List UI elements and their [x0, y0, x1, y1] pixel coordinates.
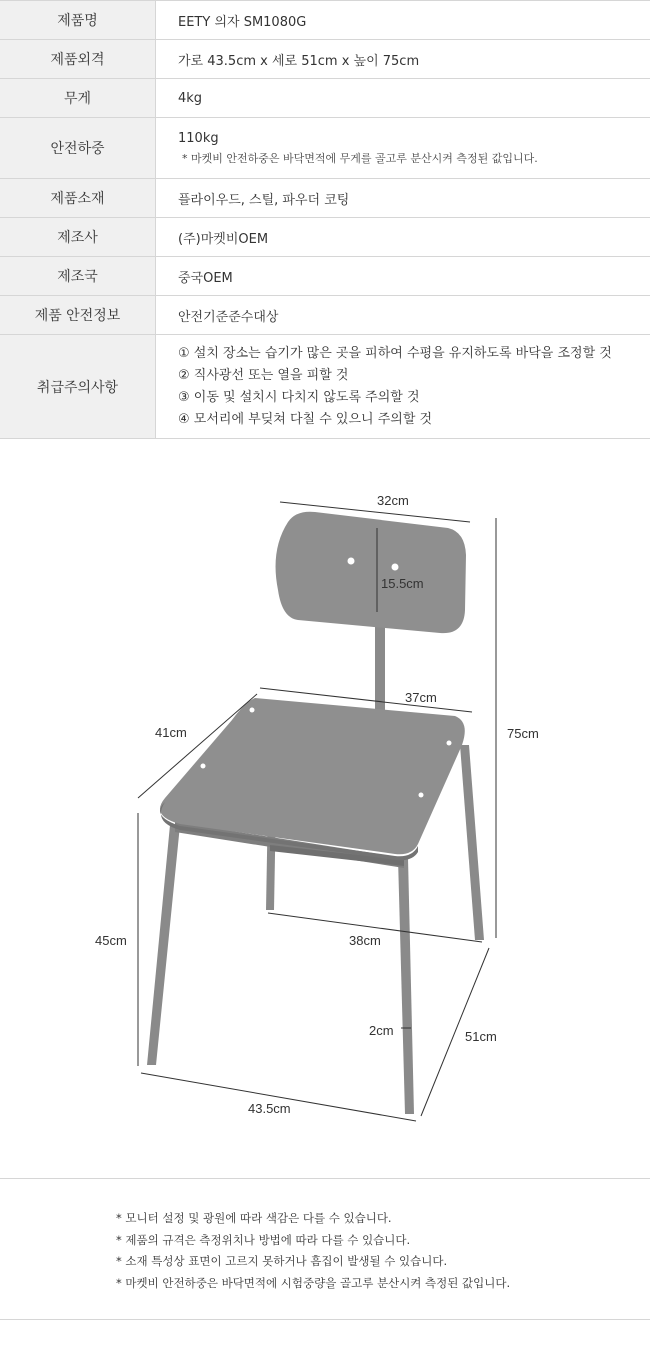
spec-value: 중국OEM	[156, 257, 650, 296]
notice-item: * 제품의 규격은 측정위치나 방법에 따라 다를 수 있습니다.	[116, 1232, 411, 1247]
notice-list	[0, 1179, 650, 1294]
seat-hole	[419, 793, 424, 798]
spec-row-safe-load	[0, 118, 650, 179]
spec-table	[0, 0, 650, 439]
notice-item: * 마켓비 안전하중은 바닥면적에 시험중량을 골고루 분산시켜 측정된 값입니다.	[116, 1275, 511, 1290]
spec-value: 플라이우드, 스틸, 파우더 코팅	[156, 179, 650, 218]
handling-item: ② 직사광선 또는 열을 피할 것	[178, 367, 349, 383]
spec-value: 가로 43.5cm x 세로 51cm x 높이 75cm	[156, 40, 650, 79]
label-total-height: 75cm	[507, 726, 539, 741]
spec-label: 안전하중	[0, 118, 156, 179]
label-width: 43.5cm	[248, 1101, 291, 1116]
spec-row-product-name	[0, 1, 650, 40]
chair-leg-front-right	[398, 858, 414, 1114]
chair-leg-back-right	[460, 745, 484, 940]
spec-row-manufacturer	[0, 218, 650, 257]
spec-label: 제조사	[0, 218, 156, 257]
chair-leg-front-left	[147, 825, 180, 1065]
label-backrest-height: 15.5cm	[381, 576, 424, 591]
chair-drawing	[0, 440, 650, 1178]
label-seat-height: 45cm	[95, 933, 127, 948]
seat-hole	[447, 741, 452, 746]
notice-item: * 소재 특성상 표면이 고르지 못하거나 흠집이 발생될 수 있습니다.	[116, 1254, 448, 1268]
spec-label: 취급주의사항	[0, 335, 156, 439]
backrest-hole	[348, 558, 355, 565]
label-backrest-width: 32cm	[377, 493, 409, 508]
spec-row-safety-info	[0, 296, 650, 335]
label-depth: 51cm	[465, 1029, 497, 1044]
spec-value: EETY 의자 SM1080G	[156, 1, 650, 40]
spec-label: 제품소재	[0, 179, 156, 218]
handling-item: ① 설치 장소는 습기가 많은 곳을 피하여 수평을 유지하도록 바닥을 조정할 것	[178, 345, 612, 361]
spec-label: 제품명	[0, 1, 156, 40]
spec-label: 제품 안전정보	[0, 296, 156, 335]
label-seat-depth: 41cm	[155, 725, 187, 740]
spec-label: 무게	[0, 79, 156, 118]
label-seat-width: 37cm	[405, 690, 437, 705]
label-leg-diameter: 2cm	[369, 1023, 394, 1038]
spec-row-material	[0, 179, 650, 218]
spec-row-origin	[0, 257, 650, 296]
label-leg-span: 38cm	[349, 933, 381, 948]
backrest-hole	[392, 564, 399, 571]
spec-label: 제품외격	[0, 40, 156, 79]
spec-value: (주)마켓비OEM	[156, 218, 650, 257]
spec-row-dimensions	[0, 40, 650, 79]
spec-value: 안전기준준수대상	[156, 296, 650, 335]
spec-note: * 마켓비 안전하중은 바닥면적에 무게를 골고루 분산시켜 측정된 값입니다.	[182, 151, 538, 165]
spec-value-cell	[156, 335, 650, 439]
seat-hole	[201, 764, 206, 769]
notice-box	[0, 1178, 650, 1320]
handling-item: ③ 이동 및 설치시 다치지 않도록 주의할 것	[178, 389, 420, 405]
spec-row-weight	[0, 79, 650, 118]
spec-value: 110kg	[178, 130, 219, 146]
chair-illustration	[147, 512, 484, 1114]
spec-value-cell	[156, 118, 650, 179]
seat-hole	[250, 708, 255, 713]
spec-label: 제조국	[0, 257, 156, 296]
chair-backrest	[276, 512, 466, 633]
notice-item: * 모니터 설정 및 광원에 따라 색감은 다를 수 있습니다.	[116, 1211, 392, 1225]
chair-dimension-diagram	[0, 440, 650, 1178]
handling-item: ④ 모서리에 부딪쳐 다칠 수 있으니 주의할 것	[178, 411, 433, 427]
spec-value: 4kg	[156, 79, 650, 118]
spec-row-handling	[0, 335, 650, 439]
